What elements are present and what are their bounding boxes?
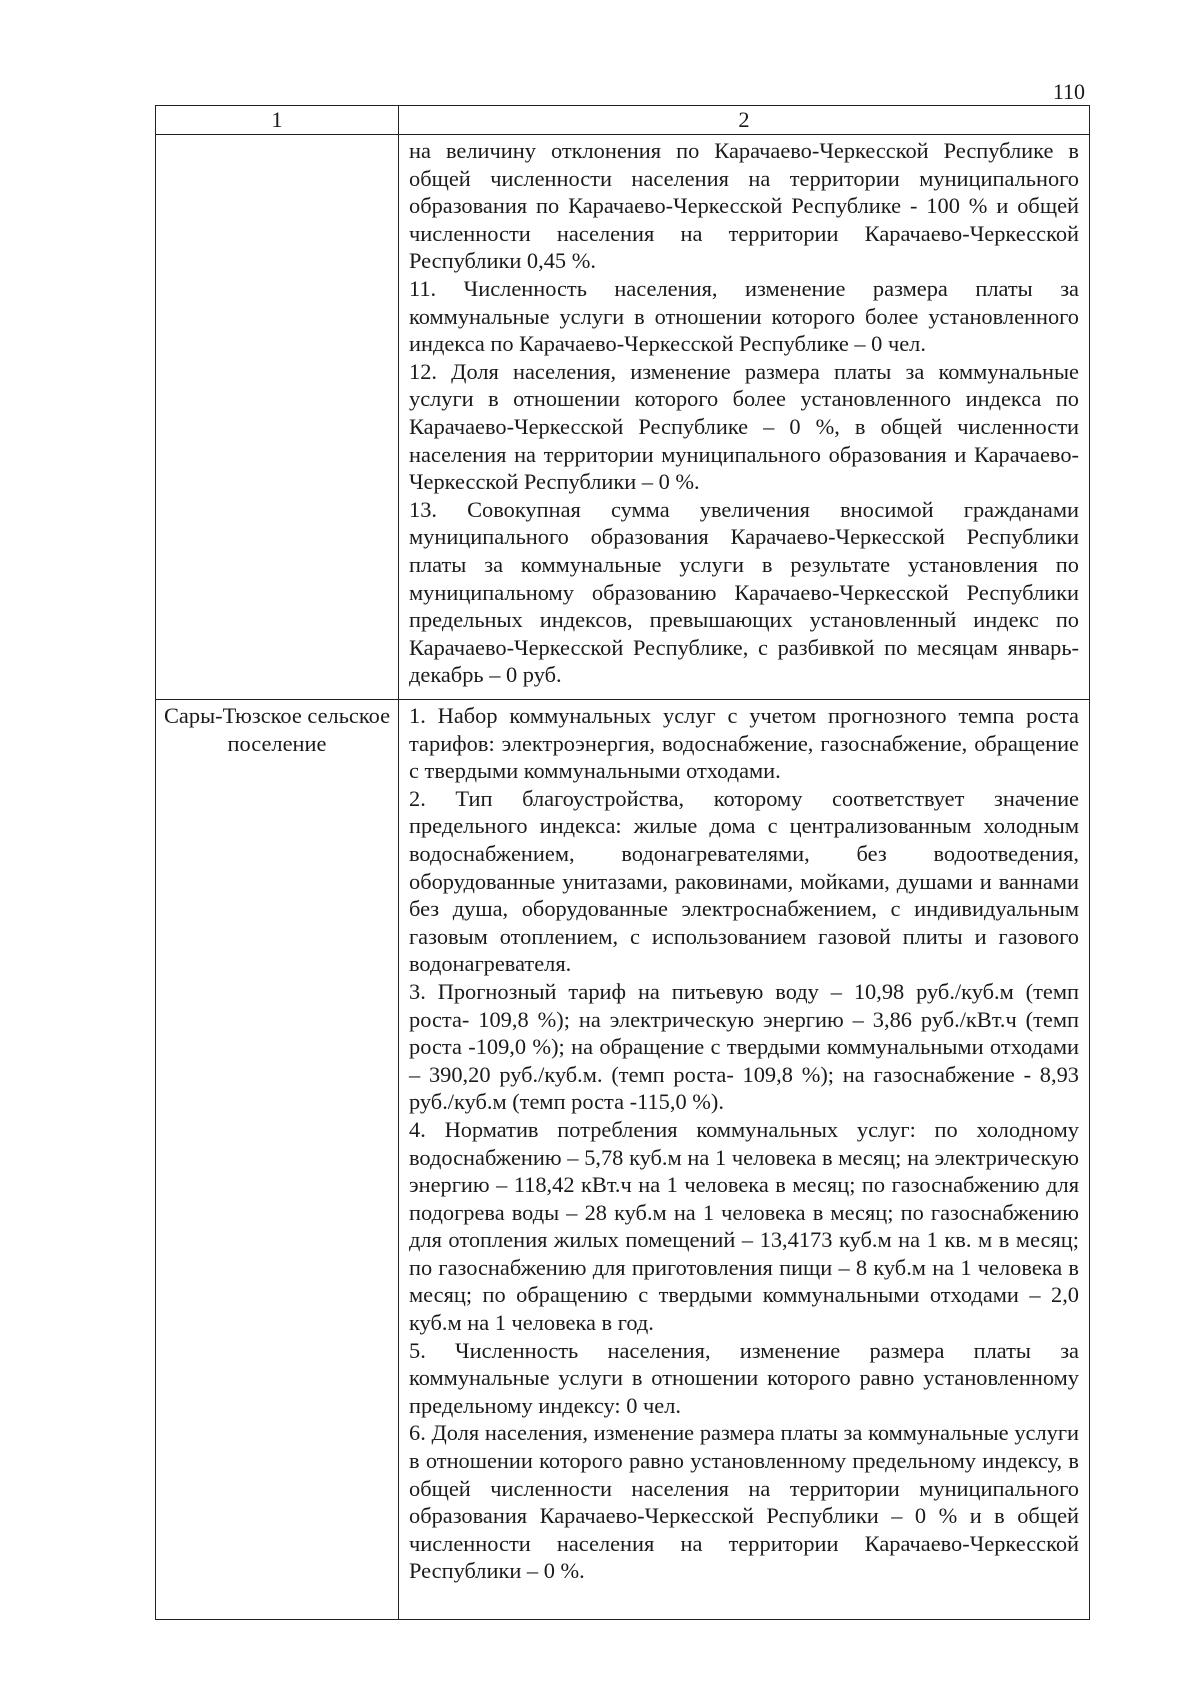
indicator-text-cell	[399, 700, 1090, 1620]
column-header-2: 2	[399, 106, 1090, 135]
table-header-row	[156, 106, 1090, 135]
paragraph: 11. Численность населения, изменение размера платы за коммунальные услуги в отношении которого более установленного индекса по Карачаево-Черкесской Республике – 0 чел.	[409, 275, 1079, 357]
paragraph: 5. Численность населения, изменение размера платы за коммунальные услуги в отношении которого равно установленному предельному индексу: 0 чел.	[409, 1337, 1079, 1418]
paragraph: 4. Норматив потребления коммунальных услуг: по холодному водоснабжению – 5,78 куб.м на 1 человека в месяц; на электрическую энергию – 118,42 кВт.ч на 1 человека в месяц; по газоснабжению для подогрева воды – 28 куб.м на 1 человека в месяц; по газоснабжению для отопления жилых помещений – 13,4173 куб.м на 1 кв. м в месяц; по газоснабжению для приготовления пищи – 8 куб.м на 1 человека в месяц; по обращению с твердыми коммунальными отходами – 2,0 куб.м на 1 человека в год.	[409, 1116, 1079, 1336]
page-number: 110	[1052, 79, 1085, 104]
municipality-name-cell: Сары-Тюзское сельское поселение	[156, 700, 399, 1620]
paragraph: 13. Совокупная сумма увеличения вносимой гражданами муниципального образования Карачаево-Черкесской Республики платы за коммунальные услуги в результате установления по муниципальному образованию Карачаево-Черкесской Республики предельных индексов, превышающих установленный индекс по Карачаево-Черкесской Республике, с разбивкой по месяцам январь-декабрь – 0 руб.	[409, 496, 1079, 688]
paragraph: 12. Доля населения, изменение размера платы за коммунальные услуги в отношении которого более установленного индекса по Карачаево-Черкесской Республике – 0 %, в общей численности населения на территории муниципального образования и Карачаево-Черкесской Республики – 0 %.	[409, 358, 1079, 495]
indicator-text-cell	[399, 135, 1090, 700]
paragraph: 6. Доля населения, изменение размера платы за коммунальные услуги в отношении которого равно установленному предельному индексу, в общей численности населения на территории муниципального образования Карачаево-Черкесской Республики – 0 % и в общей численности населения на территории Карачаево-Черкесской Республики – 0 %.	[409, 1420, 1079, 1584]
paragraph: 2. Тип благоустройства, которому соответствует значение предельного индекса: жилые дома с централизованным холодным водоснабжением, водонагревателями, без водоотведения, оборудованные унитазами, раковинами, мойками, душами и ваннами без душа, оборудованные электроснабжением, с индивидуальным газовым отоплением, с использованием газовой плиты и газового водонагревателя.	[409, 785, 1079, 977]
table-row	[156, 700, 1090, 1620]
document-table	[155, 105, 1090, 1620]
paragraph: на величину отклонения по Карачаево-Черкесской Республике в общей численности населения на территории муниципального образования по Карачаево-Черкесской Республике - 100 % и общей численности населения на территории Карачаево-Черкесской Республики 0,45 %.	[409, 138, 1079, 274]
column-header-1: 1	[156, 106, 399, 135]
municipality-name-cell	[156, 135, 399, 700]
table-row	[156, 135, 1090, 700]
paragraph: 1. Набор коммунальных услуг с учетом прогнозного темпа роста тарифов: электроэнергия, водоснабжение, газоснабжение, обращение с твердыми коммунальными отходами.	[409, 703, 1079, 784]
paragraph: 3. Прогнозный тариф на питьевую воду – 10,98 руб./куб.м (темп роста- 109,8 %); на электрическую энергию – 3,86 руб./кВт.ч (темп роста -109,0 %); на обращение с твердыми коммунальными отходами – 390,20 руб./куб.м. (темп роста- 109,8 %); на газоснабжение - 8,93 руб./куб.м (темп роста -115,0 %).	[409, 978, 1079, 1115]
